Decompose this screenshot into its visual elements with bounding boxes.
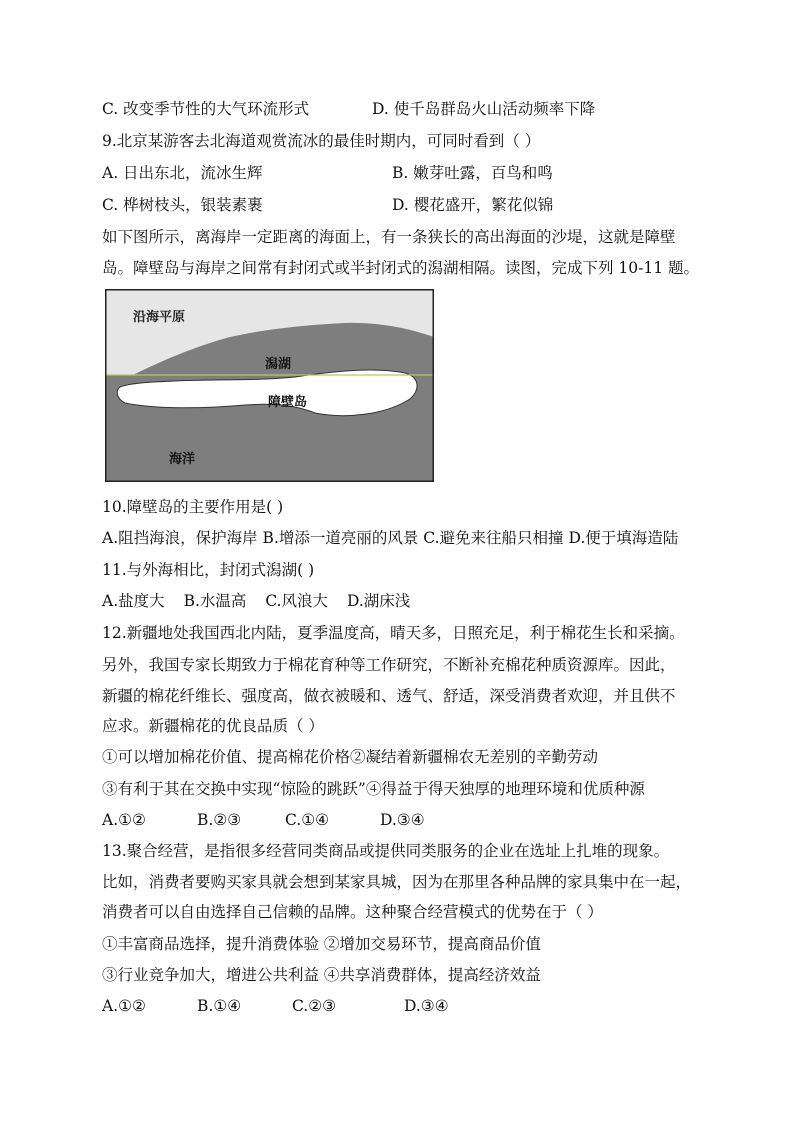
- q13-line-2: 比如，消费者要购买家具就会想到某家具城，因为在那里各种品牌的家具集中在一起，: [102, 873, 692, 891]
- q8-option-c: C. 改变季节性的大气环流形式: [102, 100, 310, 118]
- q13-statement-row-1: ①丰富商品选择，提升消费体验 ②增加交易环节，提高商品价值: [102, 935, 541, 953]
- q12-option-a: A.①②: [102, 811, 146, 829]
- q13-option-b: B.①④: [197, 997, 242, 1015]
- q11-option-b: B.水温高: [183, 592, 247, 610]
- q13-statement-row-2: ③行业竞争加大，增进公共利益 ④共享消费群体，提高经济效益: [102, 966, 541, 984]
- q11-option-c: C.风浪大: [265, 592, 329, 610]
- q12-option-d: D.③④: [380, 811, 425, 829]
- q12-statement-row-1: ①可以增加棉花价值、提高棉花价格②凝结着新疆棉农无差别的辛勤劳动: [102, 748, 599, 766]
- q10-stem: 10.障壁岛的主要作用是( ): [102, 498, 284, 516]
- q13-line-1: 13.聚合经营，是指很多经营同类商品或提供同类服务的企业在选址上扎堆的现象。: [102, 842, 670, 860]
- q11-stem: 11.与外海相比，封闭式潟湖( ): [102, 561, 315, 579]
- q9-option-d: D. 樱花盛开，繁花似锦: [392, 196, 554, 214]
- q12-option-row: [102, 810, 425, 830]
- label-barrier-island: 障壁岛: [268, 395, 308, 410]
- q13-option-row: [102, 996, 449, 1016]
- q8-option-row: [102, 99, 596, 119]
- q9-option-row-1: [102, 163, 553, 183]
- q9-stem: 9.北京某游客去北海道观赏流冰的最佳时期内，可同时看到（ ）: [102, 132, 541, 150]
- q11-option-d: D.湖床浅: [347, 592, 411, 610]
- intro-line-2: 岛。障壁岛与海岸之间常有封闭式或半封闭式的潟湖相隔。读图，完成下列 10-11 题。: [102, 259, 700, 277]
- q13-option-a: A.①②: [102, 997, 146, 1015]
- q8-option-d: D. 使千岛群岛火山活动频率下降: [372, 100, 596, 118]
- label-ocean: 海洋: [169, 452, 196, 467]
- q9-option-c: C. 桦树枝头，银装素裹: [102, 196, 263, 214]
- q9-option-row-2: [102, 195, 554, 215]
- q12-option-c: C.①④: [285, 811, 330, 829]
- label-coastal-plain: 沿海平原: [133, 310, 186, 325]
- q12-line-3: 新疆的棉花纤维长、强度高，做衣被暖和、透气、舒适，深受消费者欢迎，并且供不: [102, 687, 676, 705]
- q12-line-2: 另外，我国专家长期致力于棉花育种等工作研究，不断补充棉花种质资源库。因此，: [102, 656, 676, 674]
- q13-option-c: C.②③: [292, 997, 337, 1015]
- q9-option-a: A. 日出东北，流冰生辉: [102, 164, 263, 182]
- q9-option-b: B. 嫩芽吐露，百鸟和鸣: [392, 164, 553, 182]
- q12-line-1: 12.新疆地处我国西北内陆，夏季温度高，晴天多，日照充足，利于棉花生长和采摘。: [102, 624, 685, 642]
- q11-option-a: A.盐度大: [102, 592, 165, 610]
- label-lagoon: 潟湖: [265, 357, 292, 372]
- barrier-island-figure: [105, 289, 434, 482]
- q12-option-b: B.②③: [197, 811, 242, 829]
- q13-option-d: D.③④: [404, 997, 449, 1015]
- intro-line-1: 如下图所示，离海岸一定距离的海面上，有一条狭长的高出海面的沙堤，这就是障壁: [102, 228, 676, 246]
- q11-option-row: [102, 591, 410, 611]
- q10-options: A.阻挡海浪，保护海岸 B.增添一道亮丽的风景 C.避免来往船只相撞 D.便于填海造陆: [102, 529, 679, 547]
- q12-line-4: 应求。新疆棉花的优良品质（ ）: [102, 717, 324, 735]
- q13-line-3: 消费者可以自由选择自己信赖的品牌。这种聚合经营模式的优势在于（ ）: [102, 903, 603, 921]
- q12-statement-row-2: ③有利于其在交换中实现“惊险的跳跃”④得益于得天独厚的地理环境和优质种源: [102, 780, 645, 798]
